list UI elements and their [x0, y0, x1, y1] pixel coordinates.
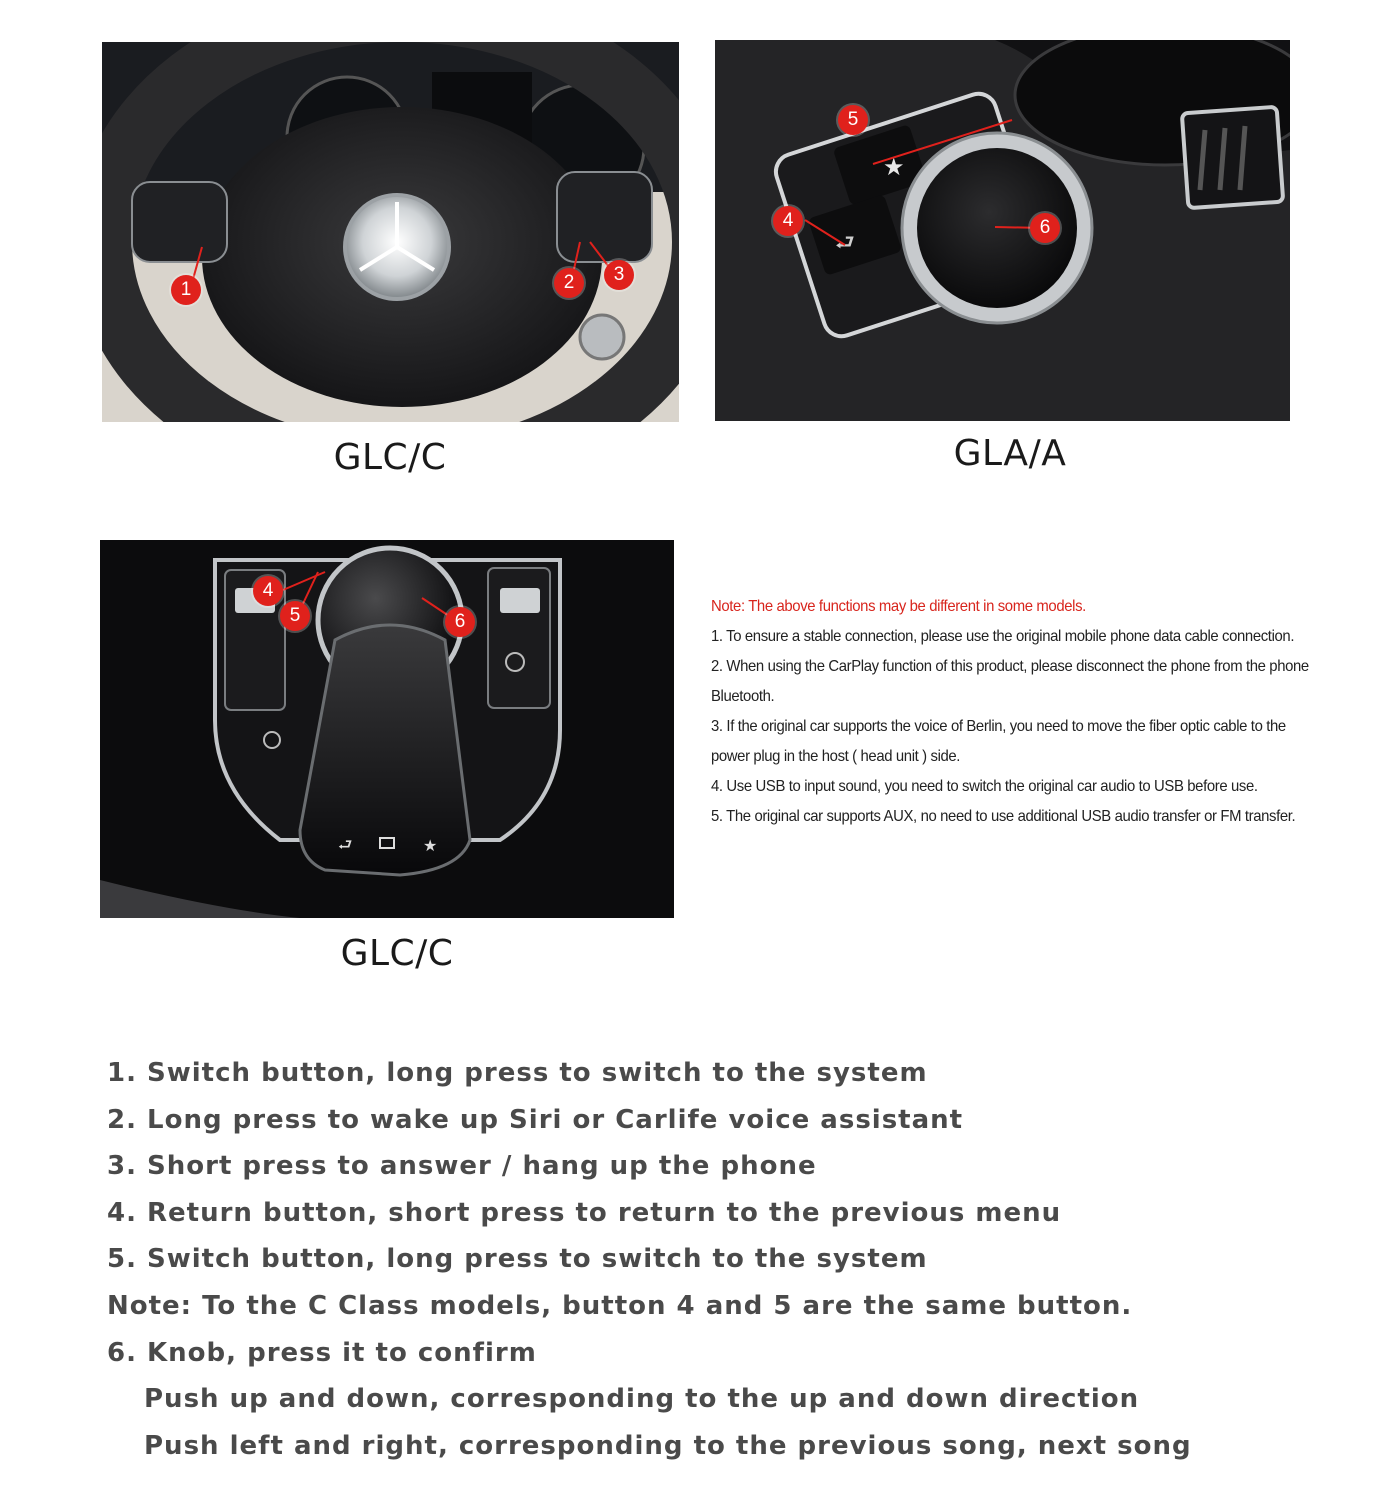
- notes-block: [711, 592, 1343, 832]
- note-line: 2. When using the CarPlay function of this product, please disconnect the phone from the phone: [711, 658, 1309, 675]
- legend-subitem: Push up and down, corresponding to the up and down direction: [144, 1384, 1140, 1415]
- marker-2: 2: [554, 268, 584, 298]
- legend-item: 4. Return button, short press to return to the previous menu: [107, 1197, 1062, 1228]
- legend-item: 2. Long press to wake up Siri or Carlife voice assistant: [107, 1104, 964, 1135]
- steering-wheel-illustration: [102, 42, 679, 422]
- caption-gla-console: GLA/A: [953, 433, 1067, 474]
- note-line: 3. If the original car supports the voice of Berlin, you need to move the fiber optic cable to the: [711, 718, 1286, 735]
- caption-glc-console: GLC/C: [340, 933, 454, 974]
- legend-note: Note: To the C Class models, button 4 and 5 are the same button.: [107, 1290, 1133, 1321]
- glc-console-photo: [100, 540, 674, 918]
- legend-item: 1. Switch button, long press to switch to the system: [107, 1058, 928, 1088]
- button-legend: [107, 1050, 1287, 1469]
- svg-text:⮐: ⮐: [338, 835, 353, 854]
- steering-wheel-photo: [102, 42, 679, 422]
- legend-item: 5. Switch button, long press to switch to the system: [107, 1244, 928, 1275]
- marker-6: 6: [445, 607, 475, 637]
- star-icon: ★: [883, 153, 905, 181]
- caption-steering-wheel: GLC/C: [333, 437, 447, 478]
- gla-console-illustration: [715, 40, 1290, 421]
- note-line: Bluetooth.: [711, 688, 775, 705]
- marker-6: 6: [1030, 213, 1060, 243]
- marker-4: 4: [253, 576, 283, 606]
- marker-1: 1: [171, 275, 201, 305]
- notes-title: Note: The above functions may be different in some models.: [711, 598, 1086, 615]
- star-icon: ★: [423, 836, 438, 855]
- return-arrow-icon: ⮐: [835, 231, 855, 256]
- note-line: 4. Use USB to input sound, you need to switch the original car audio to USB before use.: [711, 778, 1258, 795]
- note-line: 1. To ensure a stable connection, please use the original mobile phone data cable connection.: [711, 628, 1295, 645]
- legend-item: 3. Short press to answer / hang up the phone: [107, 1151, 817, 1182]
- marker-5: 5: [280, 601, 310, 631]
- legend-item: 6. Knob, press it to confirm: [107, 1337, 537, 1368]
- glc-console-illustration: [100, 540, 674, 918]
- note-line: 5. The original car supports AUX, no need to use additional USB audio transfer or FM transfer.: [711, 808, 1296, 825]
- legend-subitem: Push left and right, corresponding to the previous song, next song: [144, 1430, 1192, 1461]
- marker-5: 5: [838, 105, 868, 135]
- gla-console-photo: [715, 40, 1290, 421]
- marker-4: 4: [773, 206, 803, 236]
- marker-3: 3: [604, 260, 634, 290]
- note-line: power plug in the host ( head unit ) side.: [711, 748, 961, 765]
